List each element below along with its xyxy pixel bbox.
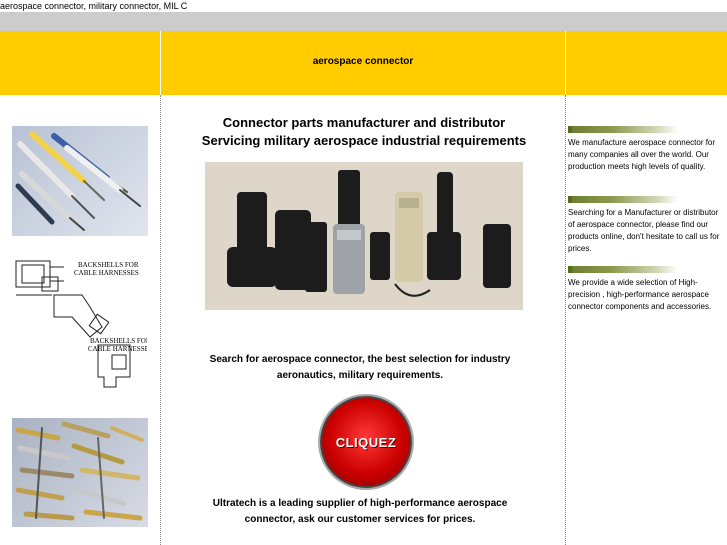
contact-pins-image[interactable] xyxy=(12,418,148,527)
search-text-line-2: aeronautics, military requirements. xyxy=(276,370,444,381)
insertion-tools-image[interactable] xyxy=(12,126,148,236)
right-text-block-2: Searching for a Manufacturer or distributor of aerospace connector, please find our products online, don't hesitate to call us for prices. xyxy=(568,208,720,253)
backshell-caption-line-3: BACKSHELLS FOR xyxy=(90,337,147,345)
column-divider-left xyxy=(160,95,161,545)
contact-pins-illustration xyxy=(12,418,148,527)
header-separator-right xyxy=(565,31,566,95)
page-tab-title: aerospace connector, military connector, MIL C xyxy=(0,1,188,11)
cliquez-button[interactable] xyxy=(320,396,412,488)
backshells-drawing xyxy=(12,255,147,395)
right-text-block-1: We manufacture aerospace connector for many companies all over the world. Our production meets high levels of quality. xyxy=(568,138,716,171)
header-title: aerospace connector xyxy=(312,56,414,67)
ultratech-text-line-2: connector, ask our customer services for prices. xyxy=(244,514,476,525)
connectors-photo xyxy=(205,162,523,310)
right-divider-bar-3 xyxy=(568,266,678,273)
page-headline xyxy=(162,114,566,150)
right-divider-bar-1 xyxy=(568,126,678,133)
insertion-tools-illustration xyxy=(12,126,148,236)
backshell-caption-line-2: CABLE HARNESSES xyxy=(74,269,139,277)
ultratech-description xyxy=(190,496,530,528)
backshell-caption-line-1: BACKSHELLS FOR xyxy=(78,261,139,269)
right-divider-bar-2 xyxy=(568,196,678,203)
right-text-block-3: We provide a wide selection of High-precision , high-performance aerospace connector components and accessories. xyxy=(568,278,712,311)
headline-line-1: Connector parts manufacturer and distributor xyxy=(222,115,506,130)
ultratech-text-line-1: Ultratech is a leading supplier of high-performance aerospace xyxy=(212,498,508,509)
cliquez-label: CLIQUEZ xyxy=(335,434,397,450)
column-divider-right xyxy=(565,95,566,545)
headline-line-2: Servicing military aerospace industrial requirements xyxy=(201,133,527,148)
backshells-image[interactable] xyxy=(12,255,147,395)
backshell-caption-line-4: CABLE HARNESSES xyxy=(88,345,147,353)
search-text-line-1: Search for aerospace connector, the best selection for industry xyxy=(209,354,511,365)
connectors-photo-illustration xyxy=(205,162,523,310)
top-gray-bar xyxy=(0,12,727,31)
search-description xyxy=(190,352,530,384)
